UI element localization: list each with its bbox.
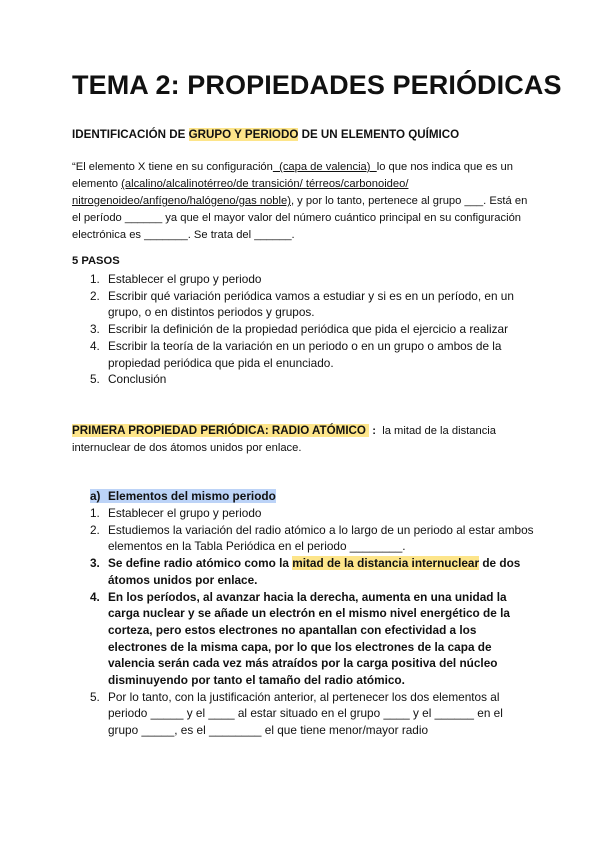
- template-line-1: [72, 159, 532, 176]
- template-options: (alcalino/alcalinotérreo/de transición/ térreos/carbonoideo/: [121, 178, 409, 190]
- list-item: [72, 271, 534, 288]
- template-line-5: electrónica es _______. Se trata del ______.: [72, 229, 295, 241]
- list-item: [72, 689, 534, 739]
- list-number: 2.: [90, 288, 100, 303]
- list-item: [72, 555, 534, 588]
- steps-list: [72, 271, 534, 388]
- list-text: Establecer el grupo y periodo: [108, 506, 262, 520]
- list-number: 3.: [90, 556, 100, 571]
- list-number: 1.: [90, 506, 100, 520]
- list-number: 2.: [90, 522, 100, 537]
- list-item: [72, 505, 534, 522]
- identification-suffix: DE UN ELEMENTO QUÍMICO: [298, 128, 460, 141]
- template-options: nitrogenoideo/anfígeno/halógeno/gas noble): [72, 195, 291, 207]
- list-item: [72, 338, 534, 371]
- list-text: Escribir la teoría de la variación en un periodo o en un grupo o ambos de la propiedad periódica que pida el enunciado.: [108, 338, 502, 370]
- template-line-2: [72, 176, 532, 193]
- template-line-3: [72, 193, 532, 210]
- list-item: [72, 321, 534, 338]
- list-number: 5.: [90, 372, 100, 387]
- list-number: 3.: [90, 322, 100, 337]
- template-text: “El elemento X tiene en su configuración: [72, 161, 273, 173]
- list-item: [72, 589, 534, 689]
- first-property-heading: PRIMERA PROPIEDAD PERIÓDICA: RADIO ATÓMICO: [72, 424, 370, 437]
- same-period-title: Elementos del mismo periodo: [108, 489, 276, 503]
- template-blank-valence: (capa de valencia): [272, 161, 377, 173]
- list-number: 4.: [90, 589, 100, 604]
- list-item: [72, 371, 534, 388]
- highlighted-definition: mitad de la distancia internuclear: [292, 556, 480, 571]
- steps-heading: 5 PASOS: [72, 255, 120, 267]
- list-text: de dos átomos unidos por enlace.: [108, 556, 521, 587]
- list-text: Escribir la definición de la propiedad periódica que pida el ejercicio a realizar: [108, 322, 509, 337]
- identification-heading: [72, 128, 459, 141]
- list-number: 1.: [90, 272, 100, 286]
- list-item: [72, 288, 534, 321]
- list-number: 5.: [90, 689, 100, 704]
- first-property-section: [72, 422, 542, 457]
- list-text: Estudiemos la variación del radio atómico a lo largo de un periodo al estar ambos elementos en la Tabla Periódica en el periodo ________.: [108, 522, 534, 554]
- template-text: lo que nos indica que es un: [376, 161, 513, 173]
- same-period-heading: [90, 489, 276, 503]
- list-text: Escribir qué variación periódica vamos a estudiar y si es en un período, en un grupo, o en distintos periodos y grupos.: [108, 288, 514, 320]
- list-text: Conclusión: [108, 372, 167, 387]
- identification-highlight: GRUPO Y PERIODO: [188, 128, 299, 141]
- first-property-colon: :: [369, 425, 376, 437]
- list-text: Por lo tanto, con la justificación anterior, al pertenecer los dos elementos al periodo _____ y el ____ al estar situado en el grupo ____ y el ______ en el grupo _____, es el ________ el que tiene menor/mayor radio: [108, 689, 503, 738]
- list-number: 4.: [90, 338, 100, 353]
- list-text: Se define radio atómico como la: [108, 556, 293, 571]
- list-text: En los períodos, al avanzar hacia la derecha, aumenta en una unidad la carga nuclear y se añade un electrón en el mismo nivel energético de la corteza, pero estos electrones no apantallan con efectividad a los electrones de la misma capa, por lo que los electrones de la capa de valencia serán cada vez más atraídos por la carga positiva del núcleo disminuyendo por tanto el tamaño del radio atómico.: [108, 589, 510, 688]
- same-period-list: [72, 505, 534, 739]
- template-text: elemento: [72, 178, 122, 190]
- first-property-definition: la mitad de la distancia internuclear de dos átomos unidos por enlace.: [72, 425, 500, 454]
- identification-prefix: IDENTIFICACIÓN DE: [72, 128, 189, 141]
- same-period-heading-box: [90, 489, 276, 503]
- template-paragraph: [72, 159, 532, 244]
- same-period-letter: a): [90, 489, 101, 503]
- list-item: [72, 522, 534, 555]
- template-line-4: el período ______ ya que el mayor valor del número cuántico principal en su configuración: [72, 212, 522, 224]
- page-title: TEMA 2: PROPIEDADES PERIÓDICAS: [72, 70, 562, 100]
- template-text: , y por lo tanto, pertenece al grupo ___. Está en: [290, 195, 528, 207]
- list-text: Establecer el grupo y periodo: [108, 272, 262, 286]
